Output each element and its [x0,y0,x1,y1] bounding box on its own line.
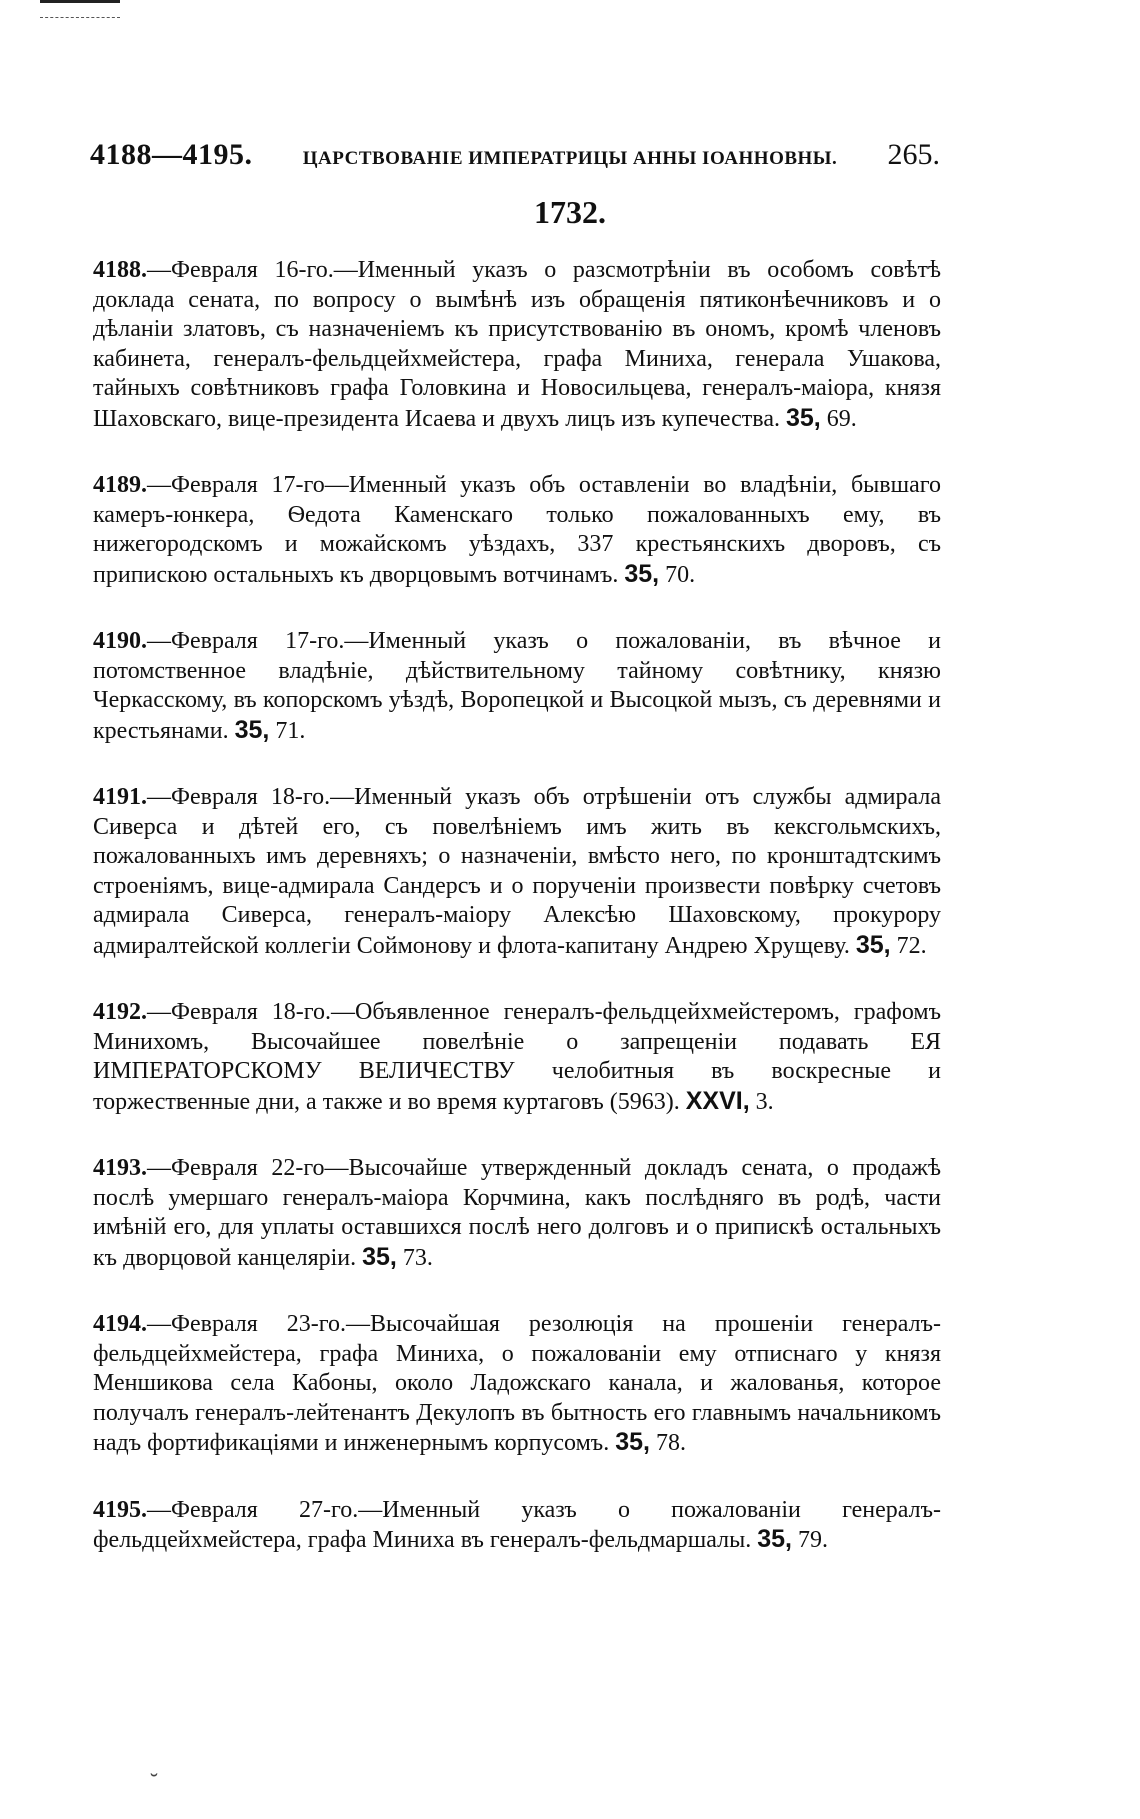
entry-4188 [93,256,941,434]
entry-ref-volume: 35, [234,715,270,744]
entry-text: —Февраля 17-го.—Именный указъ о пожалованіи, въ вѣчное и потомственное владѣніе, дѣйствительному тайному совѣтнику, князю Черкасскому, въ копорскомъ уѣздѣ, Воропецкой и Высоцкой мызъ, съ деревнями и крестьянами. [93,628,941,744]
entry-number: 4189. [93,472,147,498]
entry-ref-volume: 35, [855,930,891,959]
entry-text: —Февраля 16-го.—Именный указъ о разсмотрѣніи въ особомъ совѣтѣ доклада сената, по вопросу о вымѣнѣ изъ обращенія пятиконѣечниковъ и о дѣланіи златовъ, съ назначеніемъ къ присутствованію въ ономъ, кромѣ членовъ кабинета, генералъ-фельдцейхмейстера, графа Миниха, генерала Ушакова, тайныхъ совѣтниковъ графа Головкина и Новосильцева, генералъ-маіора, князя Шаховскаго, вице-президента Исаева и двухъ лицъ изъ купечества. [93,257,941,432]
entry-number: 4188. [93,257,147,283]
entry-4193 [93,1154,941,1273]
entry-4191 [93,783,941,961]
entry-number: 4190. [93,628,147,654]
page-header [90,138,940,178]
entry-ref-page: 3. [755,1088,774,1115]
entry-number: 4193. [93,1155,147,1181]
entry-ref-volume: 35, [785,403,821,432]
scan-corner-mark [40,0,120,18]
entry-text: —Февраля 23-го.—Высочайшая резолюція на прошеніи генералъ-фельдцейхмейстера, графа Миниха, о пожалованіи ему отписнаго у князя Меншикова села Кабоны, около Ладожскаго канала, и жалованья, которое получалъ генералъ-лейтенантъ Декулопъ въ бытность его главнымъ начальникомъ надъ фортификаціями и инженернымъ корпусомъ. [93,1311,941,1456]
entries-list [93,256,941,1593]
entry-text: —Февраля 22-го—Высочайше утвержденный докладъ сената, о продажѣ послѣ умершаго генералъ-маіора Корчмина, какъ послѣдняго въ родѣ, части имѣній его, для уплаты оставшихся послѣ него долговъ и о припискѣ остальныхъ къ дворцовой канцеляріи. [93,1155,941,1271]
entry-4194 [93,1310,941,1459]
entry-ref-page: 72. [896,932,927,959]
scan-speck-mark: ˘ [150,1770,158,1796]
entry-4195 [93,1496,941,1556]
entry-ref-page: 78. [655,1430,686,1456]
entry-text: —Февраля 27-го.—Именный указъ о пожалованіи генералъ-фельдцейхмейстера, графа Миниха въ генералъ-фельдмаршалы. [93,1496,941,1553]
entry-4192 [93,998,941,1117]
entry-ref-volume: 35, [615,1428,650,1456]
entry-number: 4192. [93,999,147,1025]
entry-ref-volume: XXVI, [685,1086,750,1115]
entry-ref-page: 70. [665,561,696,588]
entry-number: 4195. [93,1496,147,1523]
entry-number: 4194. [93,1311,147,1337]
running-title: ЦАРСТВОВАНІЕ ИМПЕРАТРИЦЫ АННЫ ІОАННОВНЫ. [302,148,838,169]
entry-text: —Февраля 17-го—Именный указъ объ оставленіи во владѣніи, бывшаго камеръ-юнкера, Ѳедота Каменскаго только пожалованныхъ ему, въ нижегородскомъ и можайскомъ уѣздахъ, 337 крестьянскихъ дворовъ, съ припискою остальныхъ къ дворцовымъ вотчинамъ. [93,472,941,588]
year-heading: 1732. [534,194,606,230]
entry-ref-page: 69. [826,405,857,432]
entry-range: 4188—4195. [90,138,253,171]
entry-text: —Февраля 18-го.—Объявленное генералъ-фельдцейхмейстеромъ, графомъ Минихомъ, Высочайшее повелѣніе о запрещеніи подавать ЕЯ ИМПЕРАТОРСКОМУ ВЕЛИЧЕСТВУ челобитныя въ воскресные и торжественные дни, а также и во время куртаговъ (5963). [93,999,941,1115]
entry-4189 [93,471,941,590]
entry-ref-volume: 35, [624,559,660,588]
entry-4190 [93,627,941,746]
entry-ref-volume: 35, [757,1525,792,1553]
entry-ref-page: 73. [402,1244,433,1271]
entry-ref-volume: 35, [362,1242,397,1271]
entry-ref-page: 79. [798,1527,828,1553]
entry-ref-page: 71. [275,717,306,744]
entry-number: 4191. [93,784,147,810]
entry-text: —Февраля 18-го.—Именный указъ объ отрѣшеніи отъ службы адмирала Сиверса и дѣтей его, съ повелѣніемъ имъ жить въ кексгольмскихъ, пожалованныхъ имъ деревняхъ; о назначеніи, вмѣсто него, по кронштадтскимъ строеніямъ, вице-адмирала Сандерсъ и о порученіи произвести повѣрку счетовъ адмирала Сиверса, генералъ-маіору Алексѣю Шаховскому, прокурору адмиралтейской коллегіи Соймонову и флота-капитану Андрею Хрущеву. [93,784,941,959]
page-number: 265. [887,138,940,171]
